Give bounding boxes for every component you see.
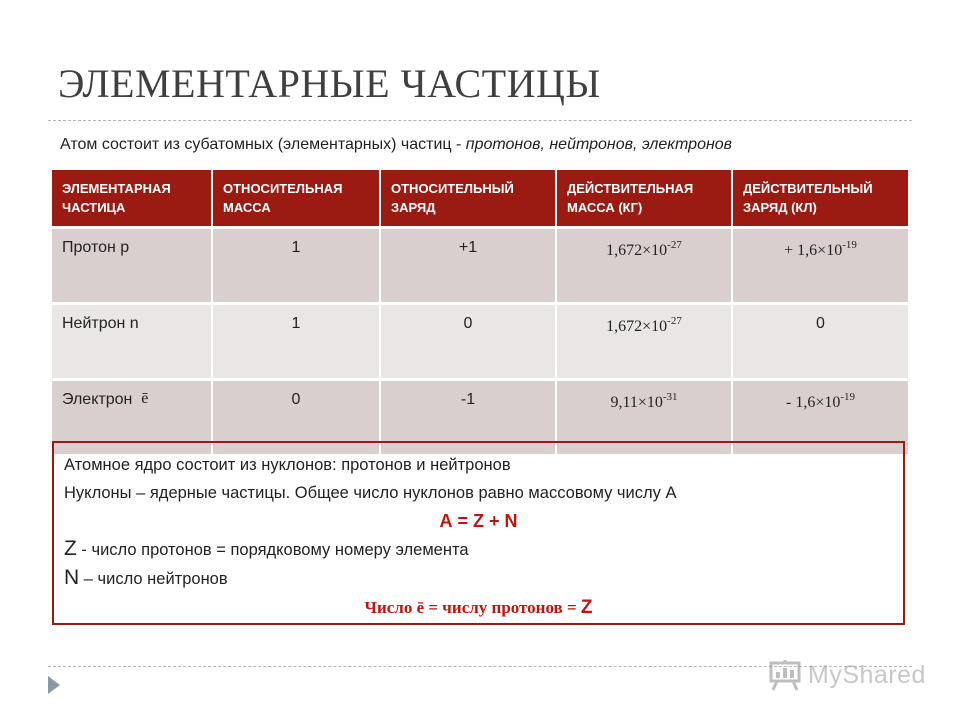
presentation-board-icon	[768, 658, 802, 692]
subtitle-plain: Атом состоит из субатомных (элементарных) частиц -	[60, 136, 466, 153]
cell-relative-charge: 0	[380, 304, 556, 380]
n-description: – число нейтронов	[79, 570, 228, 588]
z-description: - число протонов = порядковому номеру элемента	[76, 541, 469, 559]
watermark-text: MyShared	[808, 660, 926, 689]
charge-exponent: -19	[842, 239, 857, 251]
info-line-protons	[64, 535, 893, 564]
cell-name: Протон р	[52, 228, 212, 304]
electron-rule-text: Число ē = числу протонов =	[364, 598, 581, 617]
mass-exponent: -27	[667, 315, 682, 327]
info-line-nucleus: Атомное ядро состоит из нуклонов: протонов и нейтронов	[64, 456, 511, 474]
subtitle-italic: протонов, нейтронов, электронов	[465, 136, 733, 153]
cell-actual-charge: 0	[732, 304, 908, 380]
table-header-row	[52, 170, 908, 228]
mass-exponent: -31	[662, 391, 678, 403]
particles-table	[52, 170, 908, 454]
table-row-proton	[52, 228, 908, 304]
cell-relative-mass: 1	[212, 304, 380, 380]
mass-exponent: -27	[667, 239, 682, 251]
table-row-neutron	[52, 304, 908, 380]
header-relative-charge: ОТНОСИТЕЛЬНЫЙ ЗАРЯД	[380, 170, 556, 228]
n-symbol: N	[64, 566, 80, 589]
electron-count-rule	[64, 593, 893, 623]
cell-relative-charge: -1	[380, 380, 556, 455]
charge-exponent: -19	[840, 391, 856, 403]
z-symbol: Z	[64, 537, 77, 560]
cell-actual-mass	[556, 304, 732, 380]
play-arrow-icon[interactable]	[48, 676, 60, 694]
header-particle: ЭЛЕМЕНТАРНАЯ ЧАСТИЦА	[52, 170, 212, 228]
cell-actual-mass	[556, 228, 732, 304]
info-line-neutrons	[64, 564, 893, 593]
watermark	[768, 656, 926, 694]
slide-title: ЭЛЕМЕНТАРНЫЕ ЧАСТИЦЫ	[58, 61, 601, 106]
electron-label: Электрон	[62, 391, 133, 408]
cell-actual-charge	[732, 228, 908, 304]
mass-base: 9,11×10	[610, 394, 663, 411]
electron-rule-symbol: Z	[580, 597, 593, 618]
header-actual-mass: ДЕЙСТВИТЕЛЬНАЯ МАССА (КГ)	[556, 170, 732, 228]
mass-number-formula: А = Z + N	[439, 511, 518, 531]
slide-subtitle	[60, 136, 732, 154]
info-line-nucleons: Нуклоны – ядерные частицы. Общее число нуклонов равно массовому числу А	[64, 484, 677, 502]
top-divider	[48, 120, 912, 121]
nucleus-info-box	[52, 441, 905, 625]
electron-symbol: ē	[141, 390, 149, 407]
mass-base: 1,672×10	[606, 242, 668, 259]
header-actual-charge: ДЕЙСТВИТЕЛЬНЫЙ ЗАРЯД (КЛ)	[732, 170, 908, 228]
charge-base: - 1,6×10	[785, 394, 841, 411]
cell-relative-mass: 1	[212, 228, 380, 304]
cell-relative-charge: +1	[380, 228, 556, 304]
cell-name: Нейтрон n	[52, 304, 212, 380]
charge-base: + 1,6×10	[784, 242, 843, 259]
header-relative-mass: ОТНОСИТЕЛЬНАЯ МАССА	[212, 170, 380, 228]
cell-relative-mass: 0	[212, 380, 380, 455]
mass-base: 1,672×10	[606, 318, 668, 335]
